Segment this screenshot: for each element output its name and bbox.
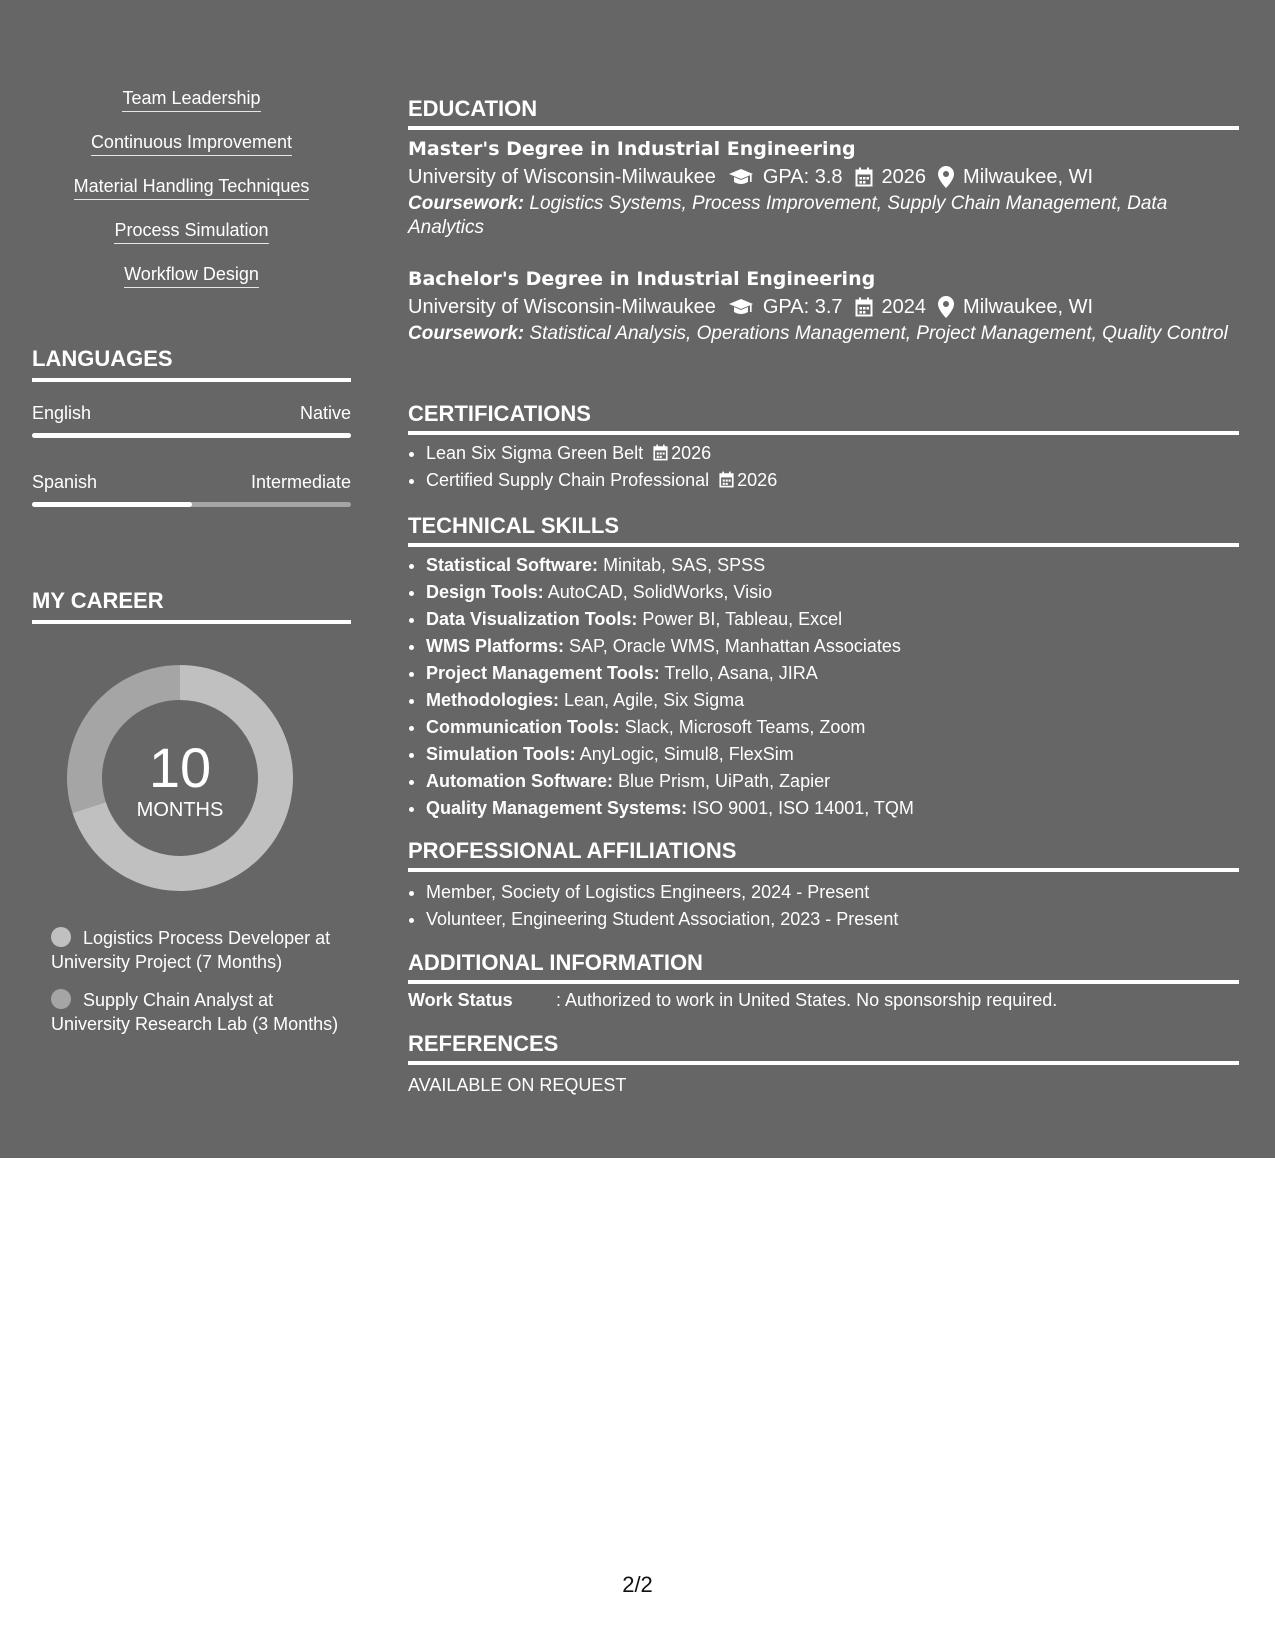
skill-values: AnyLogic, Simul8, FlexSim	[579, 744, 794, 764]
coursework	[408, 192, 1239, 240]
coursework-label: Coursework:	[408, 193, 525, 214]
technical-skills-heading: TECHNICAL SKILLS	[408, 513, 1239, 547]
skill-values: Minitab, SAS, SPSS	[603, 555, 766, 575]
skill-item: Process Simulation	[114, 219, 268, 244]
skill-values: ISO 9001, ISO 14001, TQM	[692, 798, 914, 818]
skill-item: Continuous Improvement	[91, 131, 292, 156]
technical-skill-item	[426, 714, 1257, 741]
language-name: Spanish	[32, 472, 98, 492]
language-level: Native	[299, 403, 351, 423]
skill-category: Design Tools:	[426, 582, 544, 602]
skill-item: Team Leadership	[122, 87, 260, 112]
career-role-text: Supply Chain Analyst at University Research Lab (3 Months)	[51, 990, 339, 1034]
certifications-list	[408, 440, 1257, 494]
degree-title: Bachelor's Degree in Industrial Engineering	[408, 268, 876, 290]
certification-year: 2026	[737, 470, 778, 490]
technical-skill-item	[426, 660, 1257, 687]
skill-category: Quality Management Systems:	[426, 798, 688, 818]
gpa-value: GPA: 3.8	[762, 166, 843, 188]
location: Milwaukee, WI	[963, 166, 1094, 188]
certification-item	[426, 440, 1257, 467]
location-pin-icon	[938, 296, 954, 318]
skill-values: Trello, Asana, JIRA	[664, 663, 818, 683]
skill-item: Material Handling Techniques	[74, 175, 310, 200]
education-entry	[408, 266, 1239, 346]
location: Milwaukee, WI	[963, 296, 1094, 318]
skill-category: Methodologies:	[426, 690, 559, 710]
language-english	[32, 403, 351, 438]
location-pin-icon	[938, 166, 954, 188]
skill-category: Data Visualization Tools:	[426, 609, 638, 629]
language-name: English	[32, 403, 92, 423]
skill-values: Lean, Agile, Six Sigma	[564, 690, 745, 710]
career-role	[51, 926, 341, 974]
technical-skill-item	[426, 633, 1257, 660]
work-status	[408, 990, 1057, 1011]
technical-skills-list	[408, 552, 1257, 822]
skill-category: WMS Platforms:	[426, 636, 565, 656]
calendar-icon	[719, 471, 734, 488]
languages-heading: LANGUAGES	[32, 346, 351, 382]
calendar-icon	[855, 297, 873, 317]
career-total-unit: MONTHS	[136, 799, 224, 821]
coursework-label: Coursework:	[408, 323, 525, 344]
certifications-heading: CERTIFICATIONS	[408, 401, 1239, 435]
skill-category: Automation Software:	[426, 771, 613, 791]
coursework	[408, 322, 1239, 346]
coursework-list: Logistics Systems, Process Improvement, Supply Chain Management, Data Analytics	[408, 193, 1168, 238]
skills-list	[32, 87, 351, 307]
skill-values: Power BI, Tableau, Excel	[642, 609, 843, 629]
graduation-year: 2024	[881, 296, 927, 318]
work-status-label: Work Status	[408, 990, 513, 1010]
language-proficiency-bar	[32, 502, 351, 507]
legend-dot	[51, 989, 71, 1009]
technical-skill-item	[426, 795, 1257, 822]
skill-values: Slack, Microsoft Teams, Zoom	[624, 717, 866, 737]
certification-name: Lean Six Sigma Green Belt	[426, 443, 644, 463]
skill-category: Project Management Tools:	[426, 663, 660, 683]
affiliations-heading: PROFESSIONAL AFFILIATIONS	[408, 838, 1239, 872]
career-role-text: Logistics Process Developer at University Project (7 Months)	[51, 928, 331, 972]
references-heading: REFERENCES	[408, 1031, 1239, 1065]
skill-values: Blue Prism, UiPath, Zapier	[618, 771, 831, 791]
skill-values: AutoCAD, SolidWorks, Visio	[547, 582, 773, 602]
language-proficiency-bar	[32, 433, 351, 438]
career-total-value: 10	[148, 736, 212, 799]
language-level: Intermediate	[250, 472, 351, 492]
language-spanish	[32, 472, 351, 507]
school-name: University of Wisconsin-Milwaukee	[408, 166, 716, 188]
skill-category: Communication Tools:	[426, 717, 620, 737]
technical-skill-item	[426, 552, 1257, 579]
technical-skill-item	[426, 579, 1257, 606]
degree-title: Master's Degree in Industrial Engineering	[408, 138, 856, 160]
certification-name: Certified Supply Chain Professional	[426, 470, 710, 490]
references-text: AVAILABLE ON REQUEST	[408, 1075, 627, 1095]
skill-category: Simulation Tools:	[426, 744, 576, 764]
coursework-list: Statistical Analysis, Operations Management, Project Management, Quality Control	[529, 323, 1228, 344]
legend-dot	[51, 927, 71, 947]
technical-skill-item	[426, 687, 1257, 714]
education-meta	[408, 162, 1239, 192]
graduation-cap-icon	[728, 168, 754, 186]
technical-skill-item	[426, 768, 1257, 795]
career-donut-chart	[67, 665, 293, 891]
school-name: University of Wisconsin-Milwaukee	[408, 296, 716, 318]
additional-info-heading: ADDITIONAL INFORMATION	[408, 950, 1239, 984]
graduation-year: 2026	[881, 166, 927, 188]
gpa-value: GPA: 3.7	[762, 296, 843, 318]
education-heading: EDUCATION	[408, 96, 1239, 130]
page-number: 2/2	[622, 1572, 653, 1597]
skill-category: Statistical Software:	[426, 555, 599, 575]
skill-item: Workflow Design	[124, 263, 259, 288]
technical-skill-item	[426, 741, 1257, 768]
certification-year: 2026	[671, 443, 712, 463]
affiliations-list	[408, 879, 1257, 933]
skill-values: SAP, Oracle WMS, Manhattan Associates	[569, 636, 901, 656]
technical-skill-item	[426, 606, 1257, 633]
work-status-value: : Authorized to work in United States. No sponsorship required.	[556, 990, 1058, 1010]
affiliation-item: • Volunteer, Engineering Student Association, 2023 - Present	[426, 906, 1257, 933]
education-entry	[408, 136, 1239, 240]
certification-item	[426, 467, 1257, 494]
calendar-icon	[653, 444, 668, 461]
career-role	[51, 988, 341, 1036]
affiliation-item: • Member, Society of Logistics Engineers, 2024 - Present	[426, 879, 1257, 906]
language-proficiency-fill	[32, 502, 192, 507]
career-heading: MY CAREER	[32, 588, 351, 624]
calendar-icon	[855, 167, 873, 187]
graduation-cap-icon	[728, 298, 754, 316]
language-proficiency-fill	[32, 433, 351, 438]
education-meta	[408, 292, 1239, 322]
